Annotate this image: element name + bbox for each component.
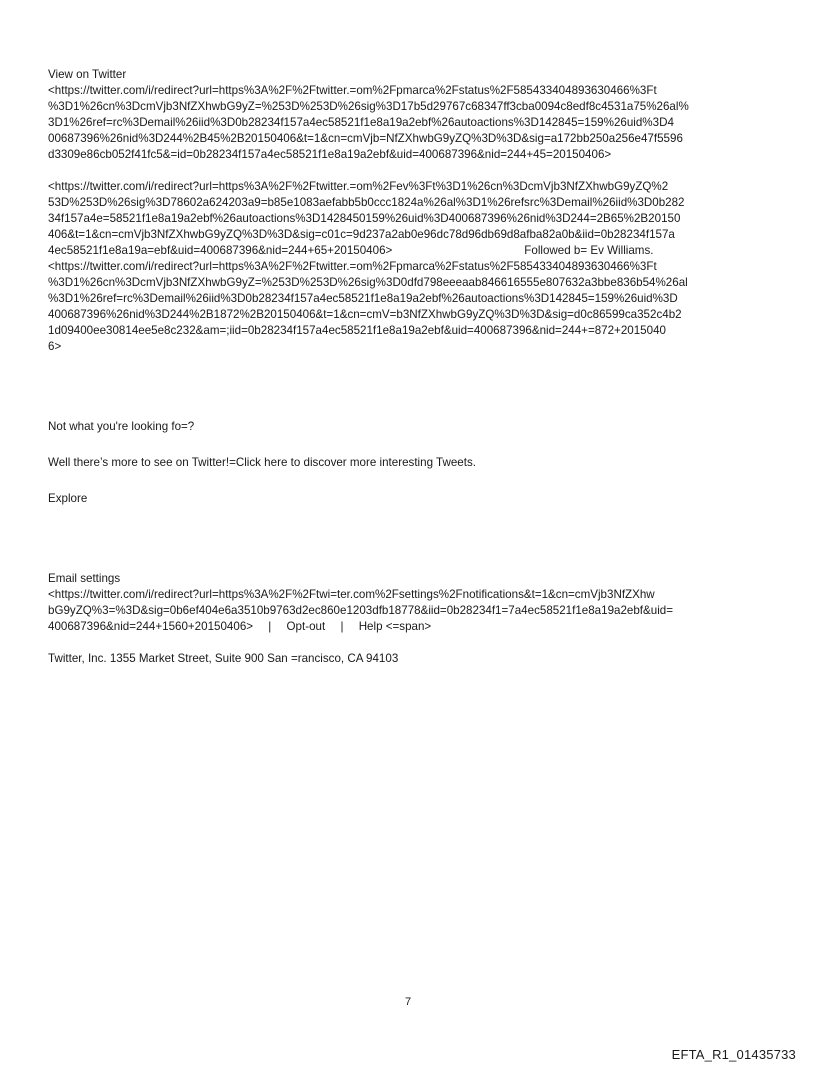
explore-link[interactable]: Explore — [48, 492, 88, 505]
url-line: 406&t=1&cn=cmVjb3NfZXhwbG9yZQ%3D%3D&sig=c01c=9d237a2ab0e96dc78d96db69d8afba82a0b&iid=0b28234f157a — [48, 228, 675, 241]
url-line: bG9yZQ%3=%3D&sig=0b6ef404e6a3510b9763d2ec860e1203dfb18778&iid=0b28234f1=7a4ec58521f1e8a19a2ebf&uid= — [48, 604, 674, 617]
followed-by-text: Followed b= Ev Williams. — [524, 244, 654, 257]
status-url[interactable] — [48, 259, 776, 355]
url-line: 6> — [48, 340, 62, 353]
company-address: Twitter, Inc. 1355 Market Street, Suite 900 San =rancisco, CA 94103 — [48, 652, 399, 665]
url-line: %3D1%26cn%3DcmVjb3NfZXhwbG9yZ=%253D%253D%26sig%3D17b5d29767c68347ff3cba0094c8edf8c4531a75%26al% — [48, 100, 689, 113]
email-body — [48, 67, 776, 667]
view-on-twitter-url[interactable] — [48, 83, 776, 163]
url-line: 400687396%26nid%3D244%2B1872%2B20150406&t=1&cn=cmV=b3NfZXhwbG9yZQ%3D%3D&sig=d0c86599ca352c4b2 — [48, 308, 682, 321]
url-line: d3309e86cb052f41fc5&=id=0b28234f157a4ec58521f1e8a19a2ebf&uid=400687396&nid=244+45=20150406> — [48, 148, 612, 161]
page-number: 7 — [404, 996, 412, 1008]
spacer — [48, 635, 776, 651]
url-line: <https://twitter.com/i/redirect?url=https%3A%2F%2Ftwitter.=om%2Fpmarca%2Fstatus%2F585433404893630466%3Ft — [48, 260, 657, 273]
url-line-end: 4ec58521f1e8a19a=ebf&uid=400687396&nid=244+65+20150406> — [48, 244, 393, 257]
url-line: %3D1%26ref=rc%3Demail%26iid%3D0b28234f157a4ec58521f1e8a19a2ebf%26autoactions%3D142845=159%26uid%3D — [48, 292, 678, 305]
url-line: <https://twitter.com/i/redirect?url=https%3A%2F%2Ftwi=ter.com%2Fsettings%2Fnotifications&t=1&cn=cmVjb3NfZXhw — [48, 588, 655, 601]
follow-url[interactable] — [48, 179, 776, 259]
not-looking-for-text: Not what you're looking fo=? — [48, 420, 195, 433]
separator: | — [340, 620, 344, 633]
url-line: 3D1%26ref=rc%3Demail%26iid%3D0b28234f157a4ec58521f1e8a19a2ebf%26autoactions%3D142845=159%26uid%3D4 — [48, 116, 674, 129]
bates-number: EFTA_R1_01435733 — [671, 1047, 796, 1062]
settings-links-row — [48, 619, 776, 635]
url-line: %3D1%26cn%3DcmVjb3NfZXhwbG9yZ=%253D%253D%26sig%3D0dfd798eeeaab846616555e807632a3bbe836b54%26al — [48, 276, 688, 289]
email-settings-label[interactable]: Email settings — [48, 572, 121, 585]
url-line-end: 400687396&nid=244+1560+20150406> — [48, 620, 254, 633]
help-link[interactable]: Help <=span> — [358, 620, 432, 633]
url-line: 34f157a4e=58521f1e8a19a2ebf%26autoactions%3D1428450159%26uid%3D400687396%26nid%3D244=2B65%2B20150 — [48, 212, 681, 225]
spacer — [48, 355, 776, 419]
url-line: 53D%253D%26sig%3D78602a624203a9=b85e1083aefabb5b0ccc1824a%26al%3D1%26refsrc%3Demail%26iid%3D0b282 — [48, 196, 685, 209]
url-line: 1d09400ee30814ee5e8c232&am=;iid=0b28234f157a4ec58521f1e8a19a2ebf&uid=400687396&nid=244+=872+2015040 — [48, 324, 666, 337]
discover-more-link[interactable]: Well there’s more to see on Twitter!=Click here to discover more interesting Tweets. — [48, 456, 476, 469]
url-line: <https://twitter.com/i/redirect?url=https%3A%2F%2Ftwitter.=om%2Fev%3Ft%3D1%26cn%3DcmVjb3NfZXhwbG9yZQ%2 — [48, 180, 669, 193]
url-line-with-note — [48, 243, 776, 259]
separator: | — [268, 620, 272, 633]
url-line: <https://twitter.com/i/redirect?url=https%3A%2F%2Ftwitter.=om%2Fpmarca%2Fstatus%2F585433404893630466%3Ft — [48, 84, 657, 97]
view-on-twitter-label[interactable]: View on Twitter — [48, 68, 127, 81]
spacer — [48, 507, 776, 571]
url-line: 00687396%26nid%3D244%2B45%2B20150406&t=1&cn=cmVjb=NfZXhwbG9yZQ%3D%3D&sig=a172bb250a256e47f5596 — [48, 132, 683, 145]
opt-out-link[interactable]: Opt-out — [286, 620, 326, 633]
email-settings-url[interactable] — [48, 587, 776, 635]
spacer — [48, 163, 776, 179]
